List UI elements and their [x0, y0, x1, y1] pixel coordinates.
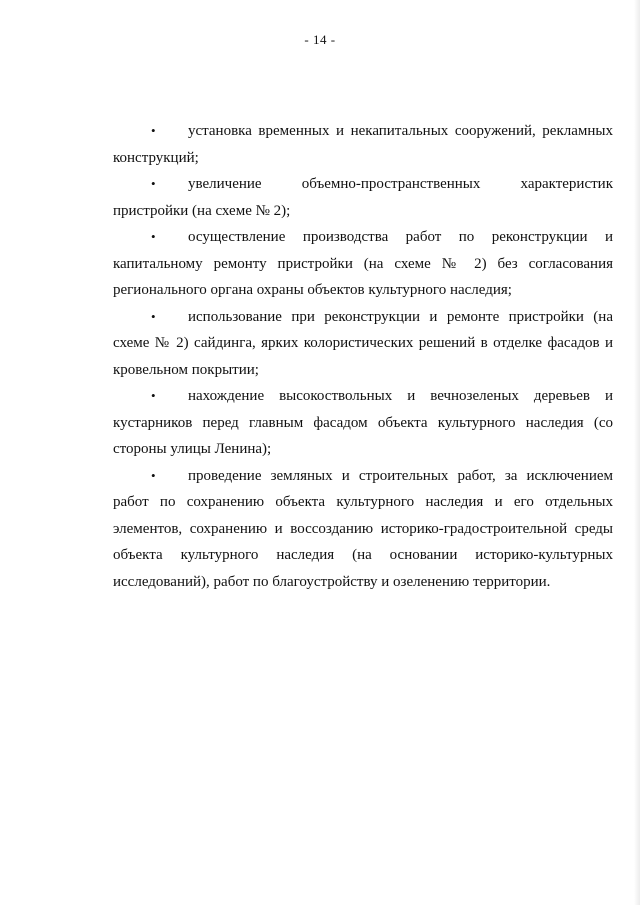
- list-item: [113, 383, 613, 463]
- list-item: [113, 463, 613, 596]
- bullet-icon: •: [151, 123, 156, 138]
- bullet-icon: •: [151, 467, 156, 483]
- bullet-icon: •: [151, 308, 156, 324]
- list-item: [113, 171, 613, 224]
- list-item: [113, 118, 613, 171]
- list-item: [113, 304, 613, 384]
- list-item-text: осуществление производства работ по реконструкции и капитальному ремонту пристройки (на схеме № 2) без согласования регионального органа охраны объектов культурного наследия;: [113, 229, 613, 298]
- list-item-text: увеличение объемно-пространственных характеристик пристройки (на схеме № 2);: [113, 176, 613, 219]
- bullet-icon: •: [151, 176, 156, 191]
- list-item-text: установка временных и некапитальных сооружений, рекламных конструкций;: [113, 123, 613, 166]
- page-edge-shadow: [634, 0, 640, 905]
- list-item-text: проведение земляных и строительных работ, за исключением работ по сохранению объекта культурного наследия и его отдельных элементов, сохранению и воссозданию историко-градостроительной среды объекта культурного наследия (на основании историко-культурных исследований), работ по благоустройству и озеленению территории.: [113, 467, 613, 590]
- page-number: - 14 -: [304, 32, 336, 47]
- list-item: [113, 224, 613, 304]
- list-item-text: использование при реконструкции и ремонте пристройки (на схеме № 2) сайдинга, ярких колористических решений в отделке фасадов и кровельном покрытии;: [113, 308, 613, 378]
- list-item-text: нахождение высокоствольных и вечнозеленых деревьев и кустарников перед главным фасадом объекта культурного наследия (со стороны улицы Ленина);: [113, 388, 613, 457]
- restriction-list: [113, 118, 613, 595]
- bullet-icon: •: [151, 388, 156, 403]
- bullet-icon: •: [151, 229, 156, 244]
